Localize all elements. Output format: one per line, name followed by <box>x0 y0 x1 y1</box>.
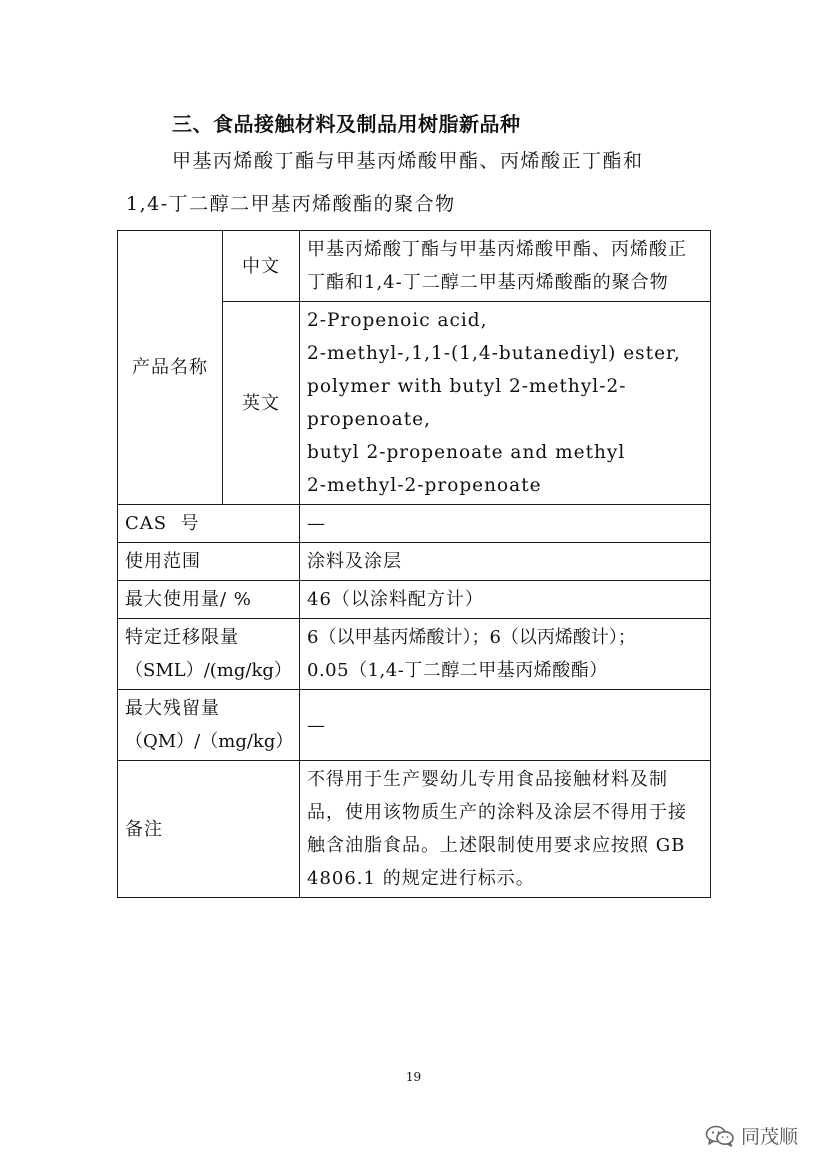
english-name-line: 2-Propenoic acid, <box>307 310 488 331</box>
sml-value-line: 6（以甲基丙烯酸计）；6（以丙烯酸计）； <box>307 627 636 648</box>
section-heading: 三、食品接触材料及制品用树脂新品种 <box>172 112 521 136</box>
table-row-usage-scope <box>118 543 711 581</box>
english-name-line: 2-methyl-,1,1-(1,4-butanediyl) ester, <box>307 343 681 364</box>
table-row-cas <box>118 505 711 543</box>
cas-label: CAS 号 <box>118 505 300 543</box>
max-usage-value: 46（以涂料配方计） <box>300 581 711 619</box>
product-spec-table <box>117 230 711 898</box>
qm-label <box>118 690 300 761</box>
max-usage-label: 最大使用量/ % <box>118 581 300 619</box>
table-row-max-usage <box>118 581 711 619</box>
qm-label-line: （QM）/（mg/kg） <box>125 731 294 752</box>
qm-label-line: 最大残留量 <box>125 698 220 719</box>
table-row-remarks <box>118 761 711 898</box>
usage-scope-value: 涂料及涂层 <box>300 543 711 581</box>
table-row-sml <box>118 619 711 690</box>
chinese-name-value: 甲基丙烯酸丁酯与甲基丙烯酸甲酯、丙烯酸正丁酯和1,4-丁二醇二甲基丙烯酸酯的聚合物 <box>300 231 711 302</box>
table-row-chinese-name <box>118 231 711 302</box>
chinese-label: 中文 <box>223 231 300 302</box>
table-row-qm <box>118 690 711 761</box>
english-name-line: polymer with butyl 2-methyl-2-propenoate, <box>307 376 627 430</box>
product-title-line1: 甲基丙烯酸丁酯与甲基丙烯酸甲酯、丙烯酸正丁酯和 <box>172 150 644 172</box>
qm-value: — <box>300 690 711 761</box>
sml-label-line: 特定迁移限量 <box>125 627 239 648</box>
english-name-line: 2-methyl-2-propenoate <box>307 475 542 496</box>
product-title-line2: 1,4-丁二醇二甲基丙烯酸酯的聚合物 <box>126 193 456 215</box>
remarks-value: 不得用于生产婴幼儿专用食品接触材料及制品，使用该物质生产的涂料及涂层不得用于接触含油脂食品。上述限制使用要求应按照 GB 4806.1 的规定进行标示。 <box>300 761 711 898</box>
sml-label-line: （SML）/(mg/kg） <box>125 660 292 681</box>
english-name-value <box>300 302 711 505</box>
watermark-text: 同茂顺 <box>741 1126 799 1148</box>
english-name-line: butyl 2-propenoate and methyl <box>307 442 626 463</box>
page-number: 19 <box>405 1070 422 1084</box>
watermark <box>705 1122 798 1149</box>
english-label: 英文 <box>223 302 300 505</box>
cas-value: — <box>300 505 711 543</box>
sml-value-line: 0.05（1,4-丁二醇二甲基丙烯酸酯） <box>307 660 608 681</box>
remarks-label: 备注 <box>118 761 300 898</box>
wechat-icon <box>705 1125 735 1147</box>
sml-value <box>300 619 711 690</box>
product-name-label: 产品名称 <box>118 231 223 505</box>
usage-scope-label: 使用范围 <box>118 543 300 581</box>
sml-label <box>118 619 300 690</box>
